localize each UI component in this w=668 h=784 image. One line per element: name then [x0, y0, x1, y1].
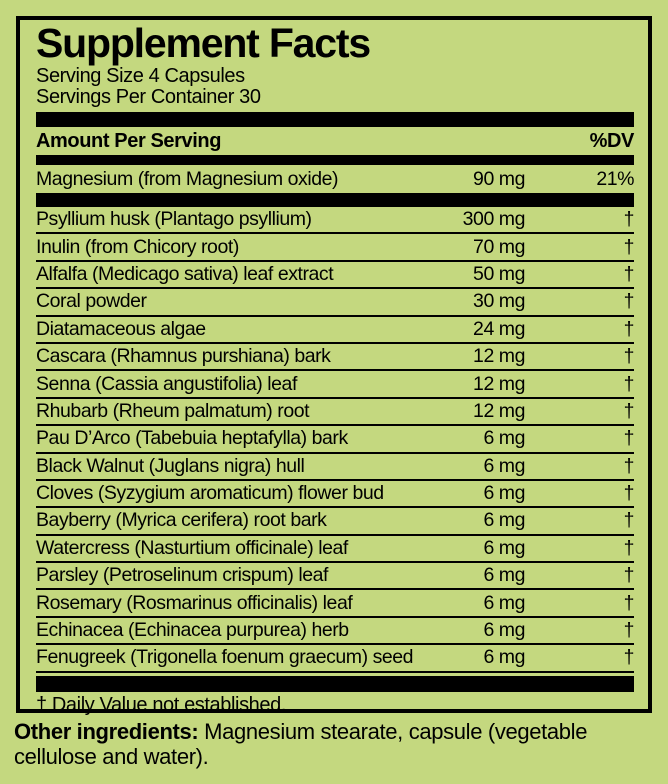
ingredient-amount: 6 mg — [483, 454, 525, 477]
ingredient-amount: 6 mg — [483, 564, 525, 587]
table-row — [36, 590, 634, 617]
dv-header: %DV — [589, 129, 634, 152]
ingredient-amount: 50 mg — [473, 262, 525, 285]
table-row — [36, 536, 634, 563]
table-row — [36, 371, 634, 398]
ingredient-dv: † — [623, 372, 634, 395]
ingredient-dv: † — [623, 536, 634, 559]
ingredient-dv: † — [623, 208, 634, 231]
ingredient-rows — [36, 207, 634, 673]
ingredient-dv: † — [623, 262, 634, 285]
table-row — [36, 454, 634, 481]
ingredient-name: Pau D’Arco (Tabebuia heptafylla) bark — [36, 427, 348, 450]
other-ingredients-label: Other ingredients: — [14, 719, 199, 744]
divider-bar-medium — [36, 155, 634, 165]
ingredient-dv: † — [623, 399, 634, 422]
ingredient-name: Senna (Cassia angustifolia) leaf — [36, 372, 297, 395]
ingredient-dv: † — [623, 482, 634, 505]
amount-per-serving-header: Amount Per Serving — [36, 129, 222, 152]
ingredient-amount: 300 mg — [462, 208, 525, 231]
ingredient-dv: 21% — [596, 167, 634, 190]
ingredient-dv: † — [623, 591, 634, 614]
other-ingredients-text: Magnesium stearate, capsule (vegetable cellulose and water). — [14, 719, 588, 769]
table-row — [36, 399, 634, 426]
ingredient-dv: † — [623, 317, 634, 340]
ingredient-name: Psyllium husk (Plantago psyllium) — [36, 208, 312, 231]
ingredient-amount: 6 mg — [483, 591, 525, 614]
table-row — [36, 618, 634, 645]
table-row — [36, 165, 634, 193]
ingredient-name: Rhubarb (Rheum palmatum) root — [36, 399, 310, 422]
ingredient-amount: 6 mg — [483, 619, 525, 642]
ingredient-name: Magnesium (from Magnesium oxide) — [36, 167, 339, 190]
other-ingredients — [14, 719, 656, 769]
table-row — [36, 262, 634, 289]
table-row — [36, 481, 634, 508]
daily-value-footnote: † Daily Value not established. — [36, 693, 287, 716]
serving-size: Serving Size 4 Capsules — [36, 65, 245, 87]
ingredient-amount: 30 mg — [473, 290, 525, 313]
ingredient-name: Echinacea (Echinacea purpurea) herb — [36, 619, 349, 642]
ingredient-dv: † — [623, 427, 634, 450]
ingredient-name: Inulin (from Chicory root) — [36, 235, 239, 258]
ingredient-dv: † — [623, 454, 634, 477]
servings-per-container: Servings Per Container 30 — [36, 86, 261, 108]
ingredient-dv: † — [623, 509, 634, 532]
ingredient-name: Watercress (Nasturtium officinale) leaf — [36, 536, 348, 559]
ingredient-amount: 70 mg — [473, 235, 525, 258]
table-row — [36, 344, 634, 371]
ingredient-amount: 12 mg — [473, 345, 525, 368]
ingredient-dv: † — [623, 564, 634, 587]
ingredient-dv: † — [623, 646, 634, 669]
ingredient-amount: 6 mg — [483, 482, 525, 505]
ingredient-name: Fenugreek (Trigonella foenum graecum) seed — [36, 646, 414, 669]
ingredient-name: Rosemary (Rosmarinus officinalis) leaf — [36, 591, 353, 614]
ingredient-dv: † — [623, 235, 634, 258]
supplement-facts-panel — [16, 16, 652, 716]
ingredient-amount: 90 mg — [473, 167, 525, 190]
table-header-row — [36, 127, 634, 155]
table-row — [36, 289, 634, 316]
table-row — [36, 234, 634, 261]
ingredient-name: Alfalfa (Medicago sativa) leaf extract — [36, 262, 334, 285]
divider-bar-thick — [36, 193, 634, 207]
ingredient-dv: † — [623, 345, 634, 368]
table-row — [36, 317, 634, 344]
ingredient-name: Diatamaceous algae — [36, 317, 206, 340]
ingredient-amount: 6 mg — [483, 646, 525, 669]
ingredient-name: Black Walnut (Juglans nigra) hull — [36, 454, 305, 477]
ingredient-amount: 12 mg — [473, 372, 525, 395]
ingredient-name: Bayberry (Myrica cerifera) root bark — [36, 509, 327, 532]
table-row — [36, 645, 634, 672]
ingredient-name: Cascara (Rhamnus purshiana) bark — [36, 345, 331, 368]
ingredient-amount: 6 mg — [483, 509, 525, 532]
ingredient-amount: 6 mg — [483, 536, 525, 559]
table-row — [36, 426, 634, 453]
ingredient-amount: 12 mg — [473, 399, 525, 422]
table-row — [36, 207, 634, 234]
ingredient-amount: 6 mg — [483, 427, 525, 450]
ingredient-name: Coral powder — [36, 290, 147, 313]
divider-bar-thick — [36, 112, 634, 127]
ingredient-name: Parsley (Petroselinum crispum) leaf — [36, 564, 329, 587]
ingredient-dv: † — [623, 619, 634, 642]
ingredient-dv: † — [623, 290, 634, 313]
ingredient-name: Cloves (Syzygium aromaticum) flower bud — [36, 482, 384, 505]
table-row — [36, 563, 634, 590]
ingredient-amount: 24 mg — [473, 317, 525, 340]
supplement-facts-title: Supplement Facts — [36, 20, 370, 66]
table-row — [36, 508, 634, 535]
divider-bar-thick — [36, 676, 634, 692]
